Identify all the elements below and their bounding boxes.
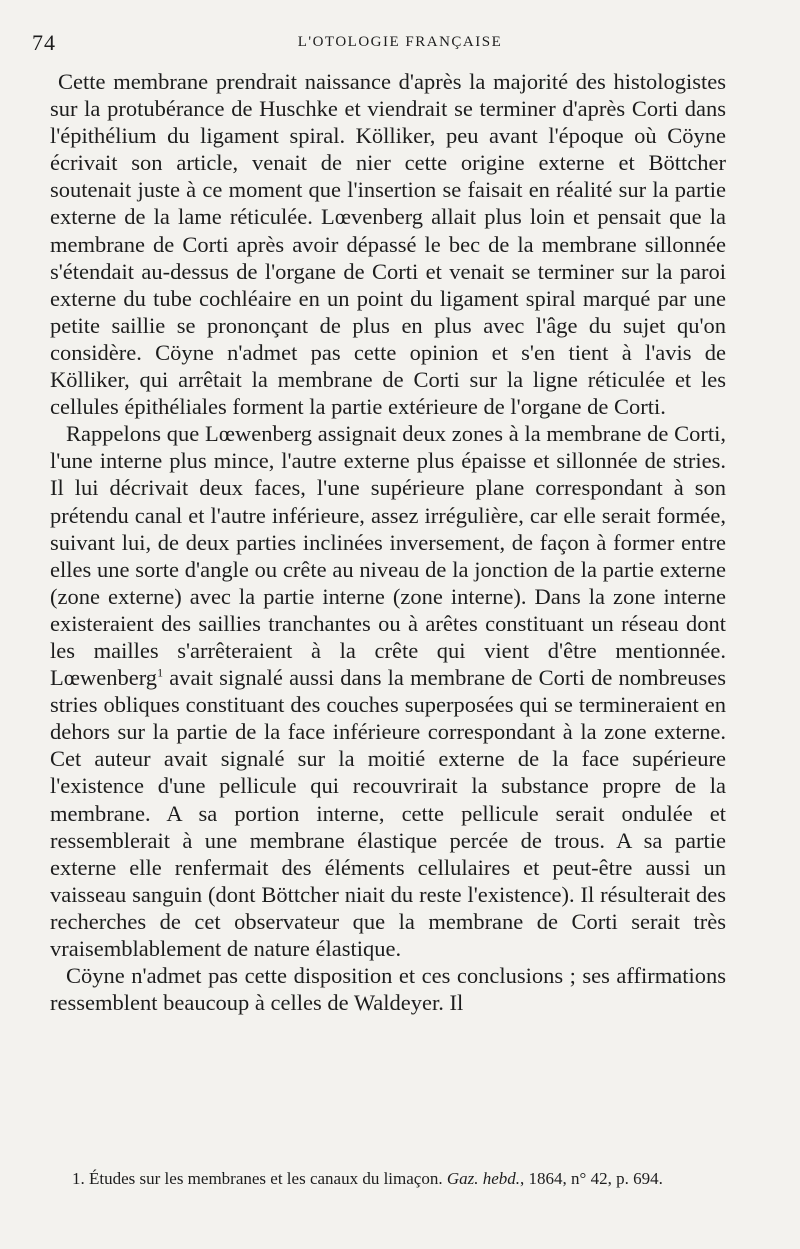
footnote-reference: 1 bbox=[157, 665, 164, 680]
footnotes bbox=[50, 1168, 726, 1190]
footnote-1 bbox=[50, 1168, 726, 1190]
footnote-number: 1. bbox=[72, 1169, 85, 1188]
footnote-journal: Gaz. hebd. bbox=[446, 1169, 521, 1188]
running-title: L'OTOLOGIE FRANÇAISE bbox=[297, 34, 503, 50]
paragraph-2-text: Rappelons que Lœwenberg assignait deux zones à la membrane de Corti, l'une interne plus mince, l'autre externe plus épaisse et sillonnée de stries. Il lui décrivait deux faces, l'une supérieure plane correspondant à son prétendu canal et l'autre inférieure, assez irrégulière, car elle serait formée, suivant lui, de deux parties inclinées inversement, de façon à former entre elles une sorte d'angle ou crête au niveau de la jonction de la partie externe (zone externe) avec la partie interne (zone interne). Dans la zone interne existeraient des saillies tranchantes ou à arêtes constituant un réseau dont les mailles s'arrêteraient à la crête qui vient d'être mentionnée. Lœwenberg bbox=[50, 421, 726, 691]
paragraph-2-continuation: avait signalé aussi dans la membrane de Corti de nombreuses stries obliques constituant des couches superposées qui se termineraient en dehors sur la partie de la face inférieure correspondant à la zone externe. Cet auteur avait signalé sur la moitié externe de la face supérieure l'existence d'une pellicule qui recouvrirait la substance propre de la membrane. A sa portion interne, cette pellicule serait ondulée et ressemblerait à une membrane élastique percée de trous. A sa partie externe elle renfermait des éléments cellulaires et peut-être aussi un vaisseau sanguin (dont Böttcher niait du reste l'existence). Il résulterait des recherches de cet observateur que la membrane de Corti serait très vraisemblablement de nature élastique. bbox=[50, 665, 726, 961]
footnote-citation: , 1864, n° 42, p. 694. bbox=[520, 1169, 663, 1188]
page-number: 74 bbox=[32, 30, 56, 55]
paragraph-2 bbox=[50, 420, 726, 962]
footnote-text: Études sur les membranes et les canaux du limaçon. bbox=[89, 1169, 443, 1188]
paragraph-1: Cette membrane prendrait naissance d'après la majorité des histologistes sur la protubérance de Huschke et viendrait se terminer d'après Corti dans l'épithélium du ligament spiral. Kölliker, peu avant l'époque où Cöyne écrivait son article, venait de nier cette origine externe et Böttcher soutenait juste à ce moment que l'insertion se faisait en réalité sur la partie externe de la lame réticulée. Lœvenberg allait plus loin et pensait que la membrane de Corti après avoir dépassé le bec de la membrane sillonnée s'étendait au-dessus de l'organe de Corti et venait se terminer sur la paroi externe du tube cochléaire en un point du ligament spiral marqué par une petite saillie se prononçant de plus en plus avec l'âge du sujet qu'on considère. Cöyne n'admet pas cette opinion et s'en tient à l'avis de Kölliker, qui arrêtait la membrane de Corti sur la ligne réticulée et les cellules épithéliales forment la partie extérieure de l'organe de Corti. bbox=[50, 69, 726, 420]
body-text bbox=[50, 68, 726, 1016]
paragraph-3: Cöyne n'admet pas cette disposition et ces conclusions ; ses affirmations ressemblent beaucoup à celles de Waldeyer. Il bbox=[50, 963, 726, 1016]
page-header bbox=[0, 30, 800, 54]
